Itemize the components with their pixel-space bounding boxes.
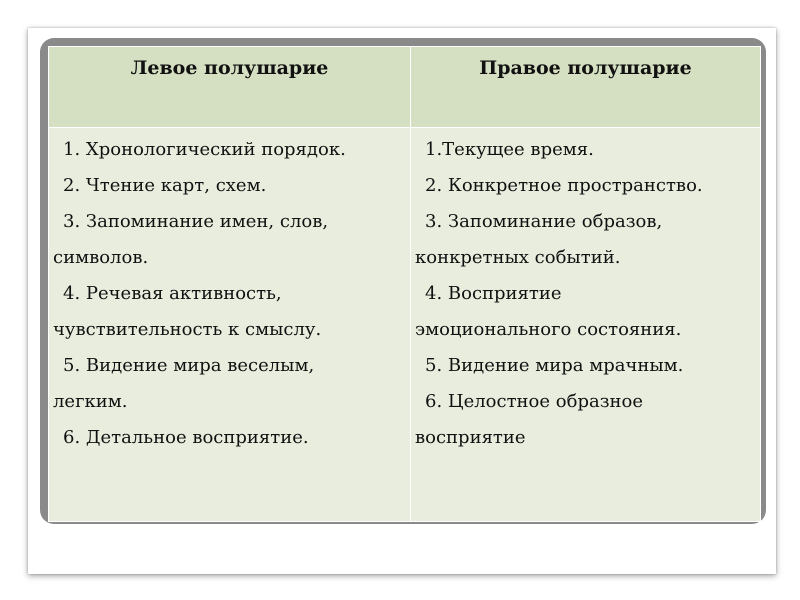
left-hemisphere-cell (49, 128, 411, 522)
list-item-line: 1. Хронологический порядок. (63, 139, 346, 160)
list-item-line: 6. Детальное восприятие. (63, 427, 309, 448)
header-left-hemisphere: Левое полушарие (49, 47, 411, 128)
list-item-line: 5. Видение мира веселым, (63, 355, 315, 376)
list-item-line: конкретных событий. (415, 247, 621, 268)
slide (28, 28, 776, 574)
list-item-line: 4. Речевая активность, (63, 283, 282, 304)
right-items-list (411, 132, 760, 456)
content-row (49, 128, 761, 522)
header-row (49, 47, 761, 128)
list-item-line: эмоционального состояния. (415, 319, 682, 340)
list-item-line: 5. Видение мира мрачным. (425, 355, 684, 376)
list-item-line: 3. Запоминание образов, (425, 211, 663, 232)
comparison-table (48, 46, 761, 522)
right-hemisphere-cell (411, 128, 761, 522)
header-right-hemisphere: Правое полушарие (411, 47, 761, 128)
left-items-list (49, 132, 410, 456)
list-item-line: восприятие (415, 427, 526, 448)
list-item-line: 4. Восприятие (425, 283, 562, 304)
list-item-line: 2. Чтение карт, схем. (63, 175, 267, 196)
list-item-line: 1.Текущее время. (425, 139, 594, 160)
list-item-line: 2. Конкретное пространство. (425, 175, 703, 196)
list-item-line: символов. (53, 247, 149, 268)
list-item-line: легким. (53, 391, 128, 412)
list-item-line: 3. Запоминание имен, слов, (63, 211, 329, 232)
list-item-line: чувствительность к смыслу. (53, 319, 322, 340)
list-item-line: 6. Целостное образное (425, 391, 643, 412)
